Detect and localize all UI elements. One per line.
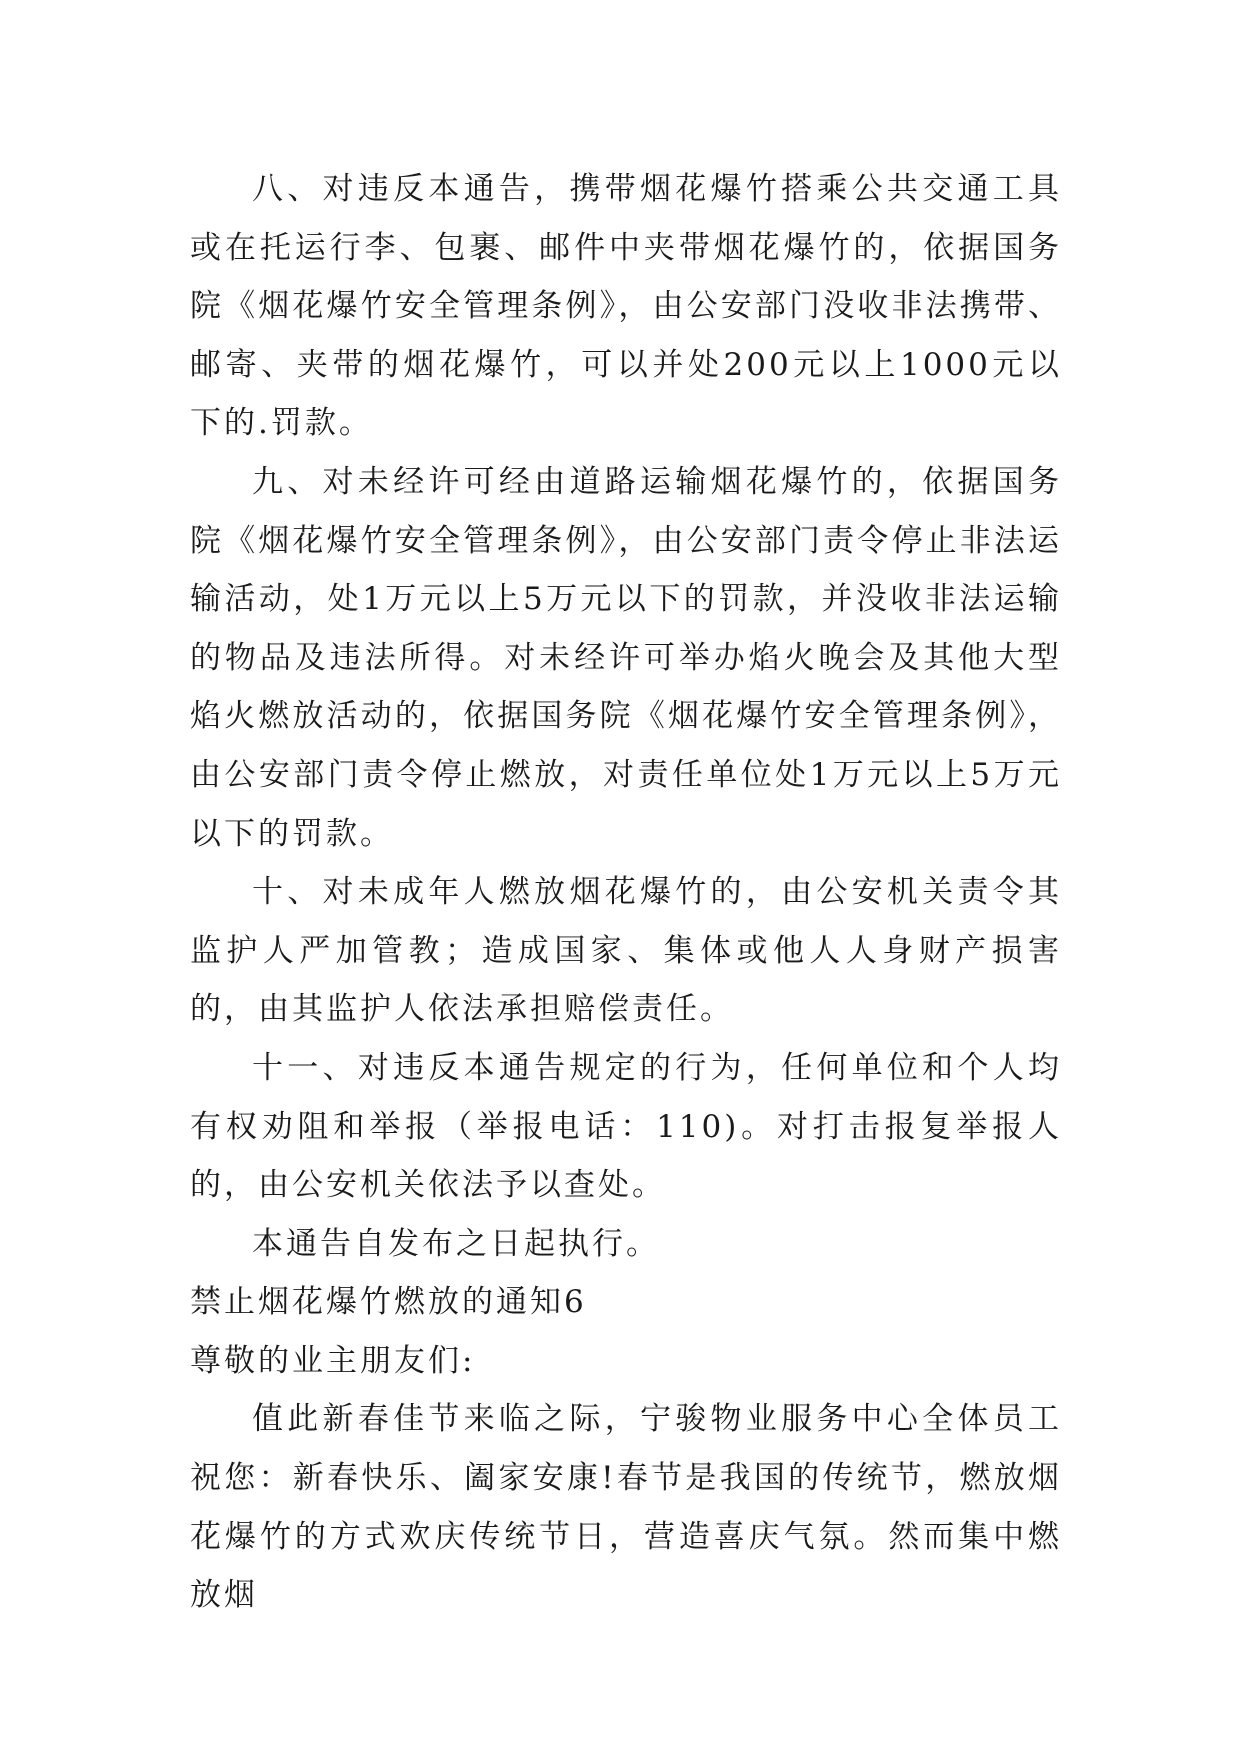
salutation: 尊敬的业主朋友们: xyxy=(190,1342,476,1379)
paragraph-effective-date: 本通告自发布之日起执行。 xyxy=(252,1225,660,1262)
notice-title: 禁止烟花爆竹燃放的通知6 xyxy=(190,1284,587,1321)
paragraph-greeting: 值此新春佳节来临之际，宁骏物业服务中心全体员工祝您：新春快乐、阖家安康!春节是我国的传统节，燃放烟花爆竹的方式欢庆传统节日，营造喜庆气氛。然而集中燃放烟 xyxy=(190,1401,1062,1614)
paragraph-item-8: 八、对违反本通告，携带烟花爆竹搭乘公共交通工具或在托运行李、包裹、邮件中夹带烟花爆竹的，依据国务院《烟花爆竹安全管理条例》，由公安部门没收非法携带、邮寄、夹带的烟花爆竹，可以并处200元以上1000元以下的.罚款。 xyxy=(190,171,1062,442)
paragraph-item-11: 十一、对违反本通告规定的行为，任何单位和个人均有权劝阻和举报（举报电话：110)。对打击报复举报人的，由公安机关依法予以查处。 xyxy=(190,1049,1062,1204)
document-body xyxy=(190,160,1062,1625)
paragraph-item-9: 九、对未经许可经由道路运输烟花爆竹的，依据国务院《烟花爆竹安全管理条例》，由公安部门责令停止非法运输活动，处1万元以上5万元以下的罚款，并没收非法运输的物品及违法所得。对未经许可举办焰火晚会及其他大型焰火燃放活动的，依据国务院《烟花爆竹安全管理条例》，由公安部门责令停止燃放，对责任单位处1万元以上5万元以下的罚款。 xyxy=(190,463,1062,852)
paragraph-item-10: 十、对未成年人燃放烟花爆竹的，由公安机关责令其监护人严加管教；造成国家、集体或他人人身财产损害的，由其监护人依法承担赔偿责任。 xyxy=(190,874,1062,1028)
